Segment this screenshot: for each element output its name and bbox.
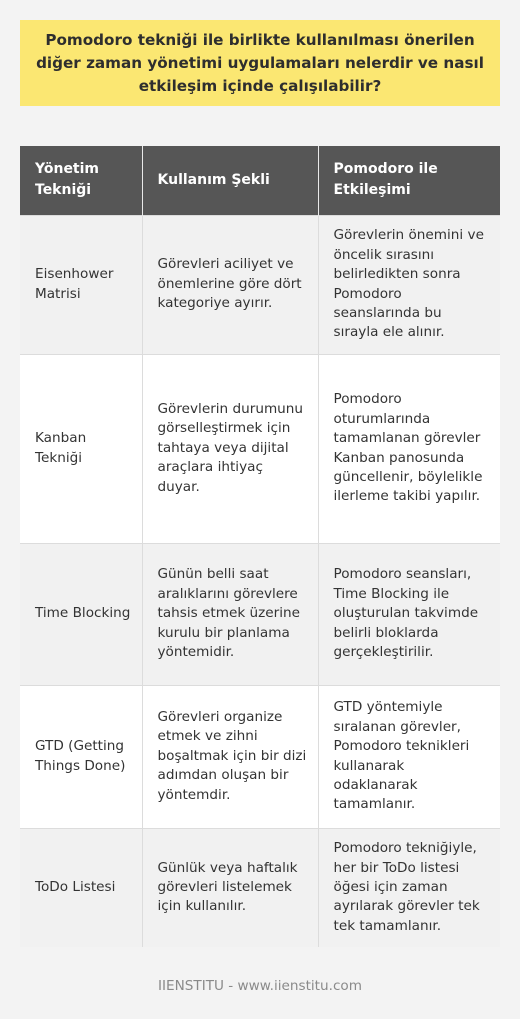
- usage-cell: Görevleri organize etmek ve zihni boşaltmak için bir dizi adımdan oluşan bir yöntemdir.: [142, 685, 318, 828]
- table-row: [20, 354, 500, 543]
- techniques-table: [20, 146, 500, 947]
- usage-cell: Günlük veya haftalık görevleri listelemek için kullanılır.: [142, 828, 318, 947]
- table-row: [20, 543, 500, 685]
- technique-cell: GTD (Getting Things Done): [20, 685, 142, 828]
- table-row: [20, 685, 500, 828]
- usage-cell: Görevlerin durumunu görselleştirmek için tahtaya veya dijital araçlara ihtiyaç duyar.: [142, 354, 318, 543]
- usage-cell: Görevleri aciliyet ve önemlerine göre dört kategoriye ayırır.: [142, 215, 318, 354]
- table-row: [20, 215, 500, 354]
- table-header-row: [20, 146, 500, 215]
- interaction-cell: Görevlerin önemini ve öncelik sırasını belirledikten sonra Pomodoro seanslarında bu sırayla ele alınır.: [318, 215, 500, 354]
- column-header-interaction: Pomodoro ile Etkileşimi: [318, 146, 500, 215]
- interaction-cell: GTD yöntemiyle sıralanan görevler, Pomodoro teknikleri kullanarak odaklanarak tamamlanır.: [318, 685, 500, 828]
- interaction-cell: Pomodoro tekniğiyle, her bir ToDo listesi öğesi için zaman ayrılarak görevler tek tek tamamlanır.: [318, 828, 500, 947]
- question-box: [20, 20, 500, 106]
- question-title: Pomodoro tekniği ile birlikte kullanılması önerilen diğer zaman yönetimi uygulamaları nelerdir ve nasıl etkileşim içinde çalışılabilir?: [36, 30, 484, 95]
- column-header-technique: Yönetim Tekniği: [20, 146, 142, 215]
- column-header-usage: Kullanım Şekli: [142, 146, 318, 215]
- table-row: [20, 828, 500, 947]
- technique-cell: Eisenhower Matrisi: [20, 215, 142, 354]
- usage-cell: Günün belli saat aralıklarını görevlere tahsis etmek üzerine kurulu bir planlama yöntemidir.: [142, 543, 318, 685]
- technique-cell: Time Blocking: [20, 543, 142, 685]
- interaction-cell: Pomodoro seansları, Time Blocking ile oluşturulan takvimde belirli bloklarda gerçekleştirilir.: [318, 543, 500, 685]
- technique-cell: Kanban Tekniği: [20, 354, 142, 543]
- technique-cell: ToDo Listesi: [20, 828, 142, 947]
- interaction-cell: Pomodoro oturumlarında tamamlanan görevler Kanban panosunda güncellenir, böylelikle ilerleme takibi yapılır.: [318, 354, 500, 543]
- footer-watermark: IIENSTITU - www.iienstitu.com: [158, 978, 362, 994]
